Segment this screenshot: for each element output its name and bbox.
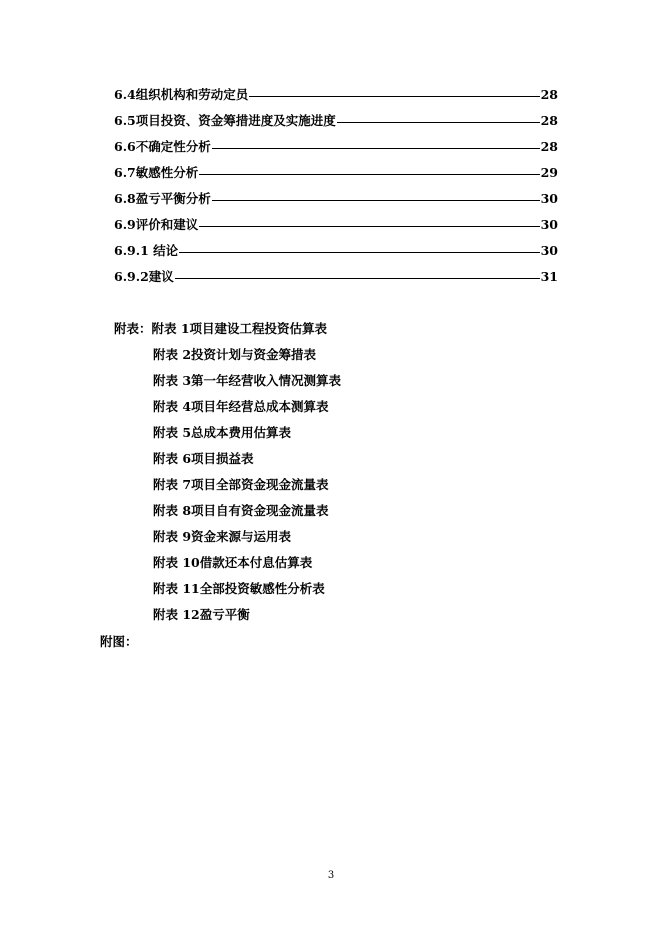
appendix-item: 附表 4项目年经营总成本测算表 [153, 399, 329, 414]
toc-leader-line [212, 148, 540, 149]
appendix-item: 附表 5总成本费用估算表 [153, 425, 292, 440]
toc-entry-label: 6.5项目投资、资金筹措进度及实施进度 [114, 113, 336, 128]
toc-entry-label: 6.9.1 结论 [114, 243, 179, 258]
toc-entry-6-7[interactable] [114, 162, 558, 180]
toc-entry-page: 28 [540, 113, 558, 128]
appendix-item: 附表 7项目全部资金现金流量表 [153, 477, 329, 492]
toc-entry-page: 28 [540, 139, 558, 154]
toc-entry-label: 6.8盈亏平衡分析 [114, 191, 211, 206]
toc-entry-page: 31 [540, 269, 558, 284]
toc-entry-page: 29 [540, 165, 558, 180]
toc-leader-line [199, 174, 539, 175]
toc-entry-label: 6.9评价和建议 [114, 217, 199, 232]
toc-entry-6-9[interactable] [114, 214, 558, 232]
toc-leader-line [175, 278, 540, 279]
toc-entry-label: 6.7敏感性分析 [114, 165, 199, 180]
toc-entry-6-9-2[interactable] [114, 266, 558, 284]
appendix-item: 附表 9资金来源与运用表 [153, 529, 292, 544]
toc-entry-page: 30 [540, 217, 558, 232]
appendix-item: 附表 10借款还本付息估算表 [153, 555, 313, 570]
appendix-item: 附表 6项目损益表 [153, 451, 254, 466]
toc-leader-line [179, 252, 539, 253]
toc-entry-page: 28 [540, 87, 558, 102]
toc-entry-6-6[interactable] [114, 136, 558, 154]
toc-entry-6-8[interactable] [114, 188, 558, 206]
toc-entry-page: 30 [540, 191, 558, 206]
figures-heading: 附图： [100, 634, 138, 649]
appendix-item: 附表 3第一年经营收入情况测算表 [153, 373, 342, 388]
appendix-heading: 附表：附表 1项目建设工程投资估算表 [114, 321, 328, 336]
toc-entry-6-9-1[interactable] [114, 240, 558, 258]
appendix-item: 附表 8项目自有资金现金流量表 [153, 503, 329, 518]
toc-entry-6-4[interactable] [114, 84, 558, 102]
toc-leader-line [212, 200, 540, 201]
page-number: 3 [327, 870, 335, 881]
toc-entry-6-5[interactable] [114, 110, 558, 128]
appendix-item: 附表 12盈亏平衡 [153, 607, 250, 622]
toc-entry-label: 6.6不确定性分析 [114, 139, 211, 154]
toc-entry-page: 30 [540, 243, 558, 258]
toc-leader-line [199, 226, 539, 227]
toc-entry-label: 6.9.2建议 [114, 269, 174, 284]
toc-leader-line [337, 122, 540, 123]
appendix-item: 附表 11全部投资敏感性分析表 [153, 581, 325, 596]
toc-entry-label: 6.4组织机构和劳动定员 [114, 87, 249, 102]
toc-leader-line [249, 96, 539, 97]
appendix-item: 附表 2投资计划与资金筹措表 [153, 347, 317, 362]
